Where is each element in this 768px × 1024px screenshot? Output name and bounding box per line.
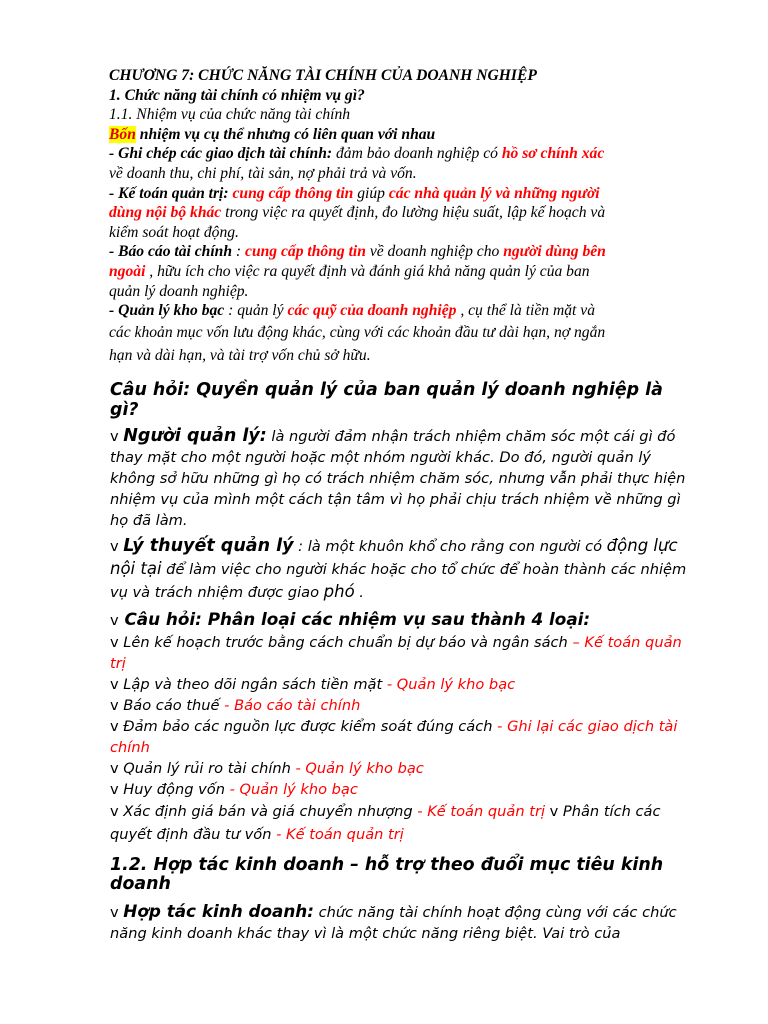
heading-1-2: 1.2. Hợp tác kinh doanh – hỗ trợ theo đuổi mục tiêu kinh doanh (110, 855, 664, 894)
task-treasury-end: hạn và dài hạn, và tài trợ vốn chủ sở hữu. (109, 346, 371, 364)
list-item: v Xác định giá bán và giá chuyển nhượng - Kế toán quản trị v Phân tích các quyết định đầu tư vốn - Kế toán quản trị (110, 803, 661, 843)
classify-question: v Câu hỏi: Phân loại các nhiệm vụ sau thành 4 loại: (110, 609, 591, 629)
task-treasury: - Quản lý kho bạc : quản lý các quỹ của doanh nghiệp , cụ thể là tiền mặt và (109, 302, 595, 320)
four-tasks-line: Bốn nhiệm vụ cụ thể nhưng có liên quan với nhau (109, 125, 436, 143)
theory-paragraph: v Lý thuyết quản lý : là một khuôn khổ cho rằng con người có động lực nội tại để làm việc cho người khác hoặc cho tổ chức để hoàn thành các nhiệm vụ và trách nhiệm được giao phó . (110, 536, 687, 601)
task-record-transactions-cont: về doanh thu, chi phí, tài sản, nợ phải trả và vốn. (109, 164, 417, 182)
manager-paragraph: v Người quản lý: là người đảm nhận trách nhiệm chăm sóc một cái gì đó thay mặt cho một người hoặc một nhóm người khác. Do đó, người quản lý không sở hữu những gì họ có trách nhiệm chăm sóc, nhưng vẫn phải thực hiện nhiệm vụ của mình một cách tận tâm vì họ phải chịu trách nhiệm về những gì họ đã làm. (110, 426, 686, 529)
section-financial-function (109, 66, 699, 367)
section-classification (110, 608, 690, 846)
task-management-accounting: - Kế toán quản trị: cung cấp thông tin giúp các nhà quản lý và những người (109, 184, 600, 202)
list-item: v Huy động vốn - Quản lý kho bạc (110, 781, 358, 798)
list-item: v Đảm bảo các nguồn lực được kiểm soát đúng cách - Ghi lại các giao dịch tài chính (110, 718, 678, 756)
manager-term: Người quản lý: (123, 426, 267, 446)
list-item: v Lập và theo dõi ngân sách tiền mặt - Quản lý kho bạc (110, 676, 516, 693)
coop-paragraph: v Hợp tác kinh doanh: chức năng tài chính hoạt động cùng với các chức năng kinh doanh khác thay vì là một chức năng riêng biệt. Vai trò của (110, 901, 677, 942)
task-financial-reporting-end: quản lý doanh nghiệp. (109, 282, 249, 300)
chapter-title: CHƯƠNG 7: CHỨC NĂNG TÀI CHÍNH CỦA DOANH NGHIỆP (109, 67, 537, 84)
question-2-heading: Câu hỏi: Quyền quản lý của ban quản lý doanh nghiệp là gì? (110, 380, 663, 420)
theory-term: Lý thuyết quản lý (123, 536, 294, 556)
task-treasury-cont: các khoản mục vốn lưu động khác, cùng với các khoản đầu tư dài hạn, nợ ngắn (109, 323, 606, 341)
task-record-transactions: - Ghi chép các giao dịch tài chính: đảm bảo doanh nghiệp có hồ sơ chính xác (109, 145, 605, 163)
highlighted-word: Bốn (109, 125, 136, 143)
section-stewardship (110, 380, 692, 604)
coop-term: Hợp tác kinh doanh: (123, 901, 314, 921)
subheading-1-1: 1.1. Nhiệm vụ của chức năng tài chính (109, 106, 351, 124)
task-financial-reporting-cont: ngoài , hữu ích cho việc ra quyết định và đánh giá khả năng quản lý của ban (109, 262, 590, 280)
task-management-accounting-cont: dùng nội bộ khác trong việc ra quyết định, đo lường hiệu suất, lập kế hoạch và (109, 204, 606, 222)
list-item: v Quản lý rủi ro tài chính - Quản lý kho bạc (110, 760, 424, 777)
task-management-accounting-end: kiểm soát hoạt động. (109, 223, 239, 241)
list-item: v Lên kế hoạch trước bằng cách chuẩn bị dự báo và ngân sách – Kế toán quản trị (110, 634, 682, 672)
question-1-heading: 1. Chức năng tài chính có nhiệm vụ gì? (109, 86, 365, 104)
section-business-partnering (110, 856, 700, 944)
task-financial-reporting: - Báo cáo tài chính : cung cấp thông tin về doanh nghiệp cho người dùng bên (109, 243, 606, 261)
list-item: v Báo cáo thuế - Báo cáo tài chính (110, 697, 361, 714)
